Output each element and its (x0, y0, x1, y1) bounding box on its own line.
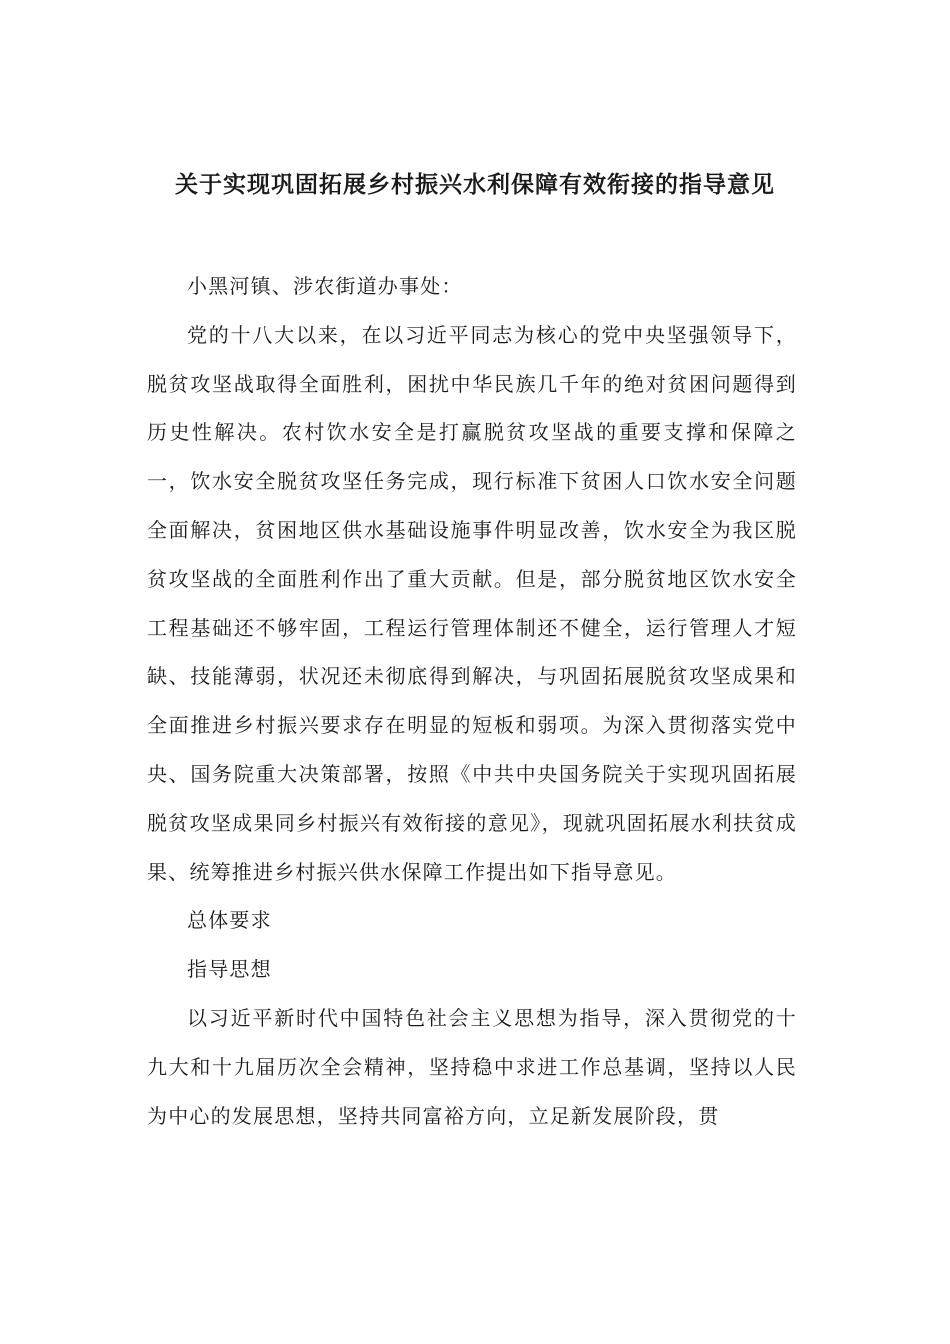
section-heading-general-requirements: 总体要求 (187, 908, 272, 933)
body-paragraph: 党的十八大以来，在以习近平同志为核心的党中央坚强领导下，脱贫攻坚战取得全面胜利，困扰中华民族几千年的绝对贫困问题得到历史性解决。农村饮水安全是打赢脱贫攻坚战的重要支撑和保障之一，饮水安全脱贫攻坚任务完成，现行标准下贫困人口饮水安全问题全面解决，贫困地区供水基础设施事件明显改善，饮水安全为我区脱贫攻坚战的全面胜利作出了重大贡献。但是，部分脱贫地区饮水安全工程基础还不够牢固，工程运行管理体制还不健全，运行管理人才短缺、技能薄弱，状况还未彻底得到解决，与巩固拓展脱贫攻坚成果和全面推进乡村振兴要求存在明显的短板和弱项。为深入贯彻落实党中央、国务院重大决策部署，按照《中共中央国务院关于实现巩固拓展脱贫攻坚成果同乡村振兴有效衔接的意见》，现就巩固拓展水利扶贫成果、统筹推进乡村振兴供水保障工作提出如下指导意见。 (147, 322, 797, 884)
salutation: 小黑河镇、涉农街道办事处： (187, 274, 463, 298)
section-heading-guiding-ideology: 指导思想 (187, 957, 272, 982)
document-title: 关于实现巩固拓展乡村振兴水利保障有效衔接的指导意见 (175, 171, 775, 198)
document-body (147, 262, 797, 1140)
body-paragraph-guiding-ideology: 以习近平新时代中国特色社会主义思想为指导，深入贯彻党的十九大和十九届历次全会精神，坚持稳中求进工作总基调，坚持以人民为中心的发展思想，坚持共同富裕方向，立足新发展阶段，贯 (147, 1005, 797, 1128)
